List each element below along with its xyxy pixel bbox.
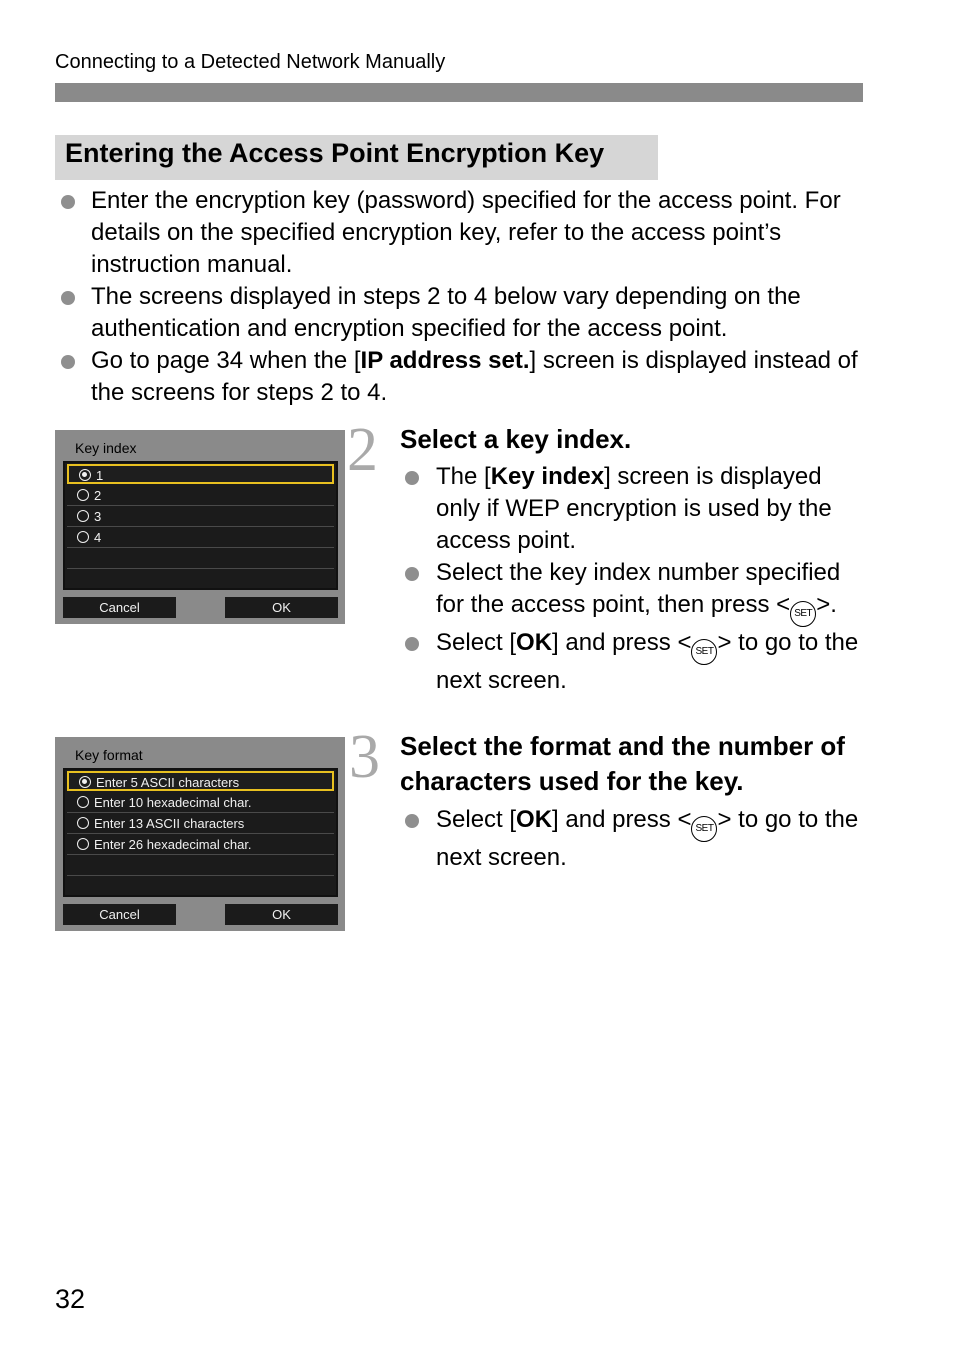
radio-icon xyxy=(77,796,89,808)
option-list xyxy=(63,768,338,897)
bullet-dot-icon xyxy=(61,291,75,305)
page-number: 32 xyxy=(55,1284,86,1314)
step-bullet: Select [OK] and press < SET > to go to the next screen. xyxy=(400,627,865,697)
option-list xyxy=(63,461,338,590)
section-title: Entering the Access Point Encryption Key xyxy=(55,135,658,180)
bullet-dot-icon xyxy=(405,814,419,828)
empty-row xyxy=(67,570,334,590)
running-header: Connecting to a Detected Network Manually xyxy=(55,51,446,73)
option-row[interactable]: 1 xyxy=(67,464,334,484)
radio-icon xyxy=(77,817,89,829)
screen-title: Key format xyxy=(75,747,143,763)
step-bullet: The [Key index] screen is displayed only if WEP encryption is used by the access point. xyxy=(400,461,865,557)
key-index-screen xyxy=(55,430,345,624)
option-row[interactable]: Enter 10 hexadecimal char. xyxy=(67,793,334,813)
bullet-dot-icon xyxy=(405,471,419,485)
bullet-dot-icon xyxy=(61,195,75,209)
step-number: 3 xyxy=(349,723,380,791)
set-button-icon: SET xyxy=(790,601,816,627)
step-number: 2 xyxy=(347,416,378,484)
radio-selected-icon xyxy=(79,776,91,788)
ok-button[interactable]: OK xyxy=(225,597,338,618)
set-button-icon: SET xyxy=(691,639,717,665)
radio-selected-icon xyxy=(79,469,91,481)
step-bullet-list xyxy=(400,461,865,697)
bullet-dot-icon xyxy=(405,567,419,581)
empty-row xyxy=(67,856,334,876)
bullet-dot-icon xyxy=(61,355,75,369)
bullet-dot-icon xyxy=(405,637,419,651)
header-bar xyxy=(55,83,863,102)
option-row[interactable]: Enter 26 hexadecimal char. xyxy=(67,835,334,855)
set-button-icon: SET xyxy=(691,816,717,842)
intro-bullet: Go to page 34 when the [IP address set.] screen is displayed instead of the screens for steps 2 to 4. xyxy=(55,345,865,409)
ok-button[interactable]: OK xyxy=(225,904,338,925)
key-format-screen xyxy=(55,737,345,931)
radio-icon xyxy=(77,531,89,543)
cancel-button[interactable]: Cancel xyxy=(63,904,176,925)
option-row[interactable]: 2 xyxy=(67,486,334,506)
cancel-button[interactable]: Cancel xyxy=(63,597,176,618)
option-row[interactable]: 3 xyxy=(67,507,334,527)
empty-row xyxy=(67,877,334,897)
radio-icon xyxy=(77,838,89,850)
option-row[interactable]: 4 xyxy=(67,528,334,548)
radio-icon xyxy=(77,489,89,501)
step-bullet: Select the key index number specified for the access point, then press < SET >. xyxy=(400,557,865,627)
intro-bullet: Enter the encryption key (password) specified for the access point. For details on the specified encryption key, refer to the access point’s instruction manual. xyxy=(55,185,865,281)
radio-icon xyxy=(77,510,89,522)
screen-title: Key index xyxy=(75,440,137,456)
step-bullet: Select [OK] and press < SET > to go to the next screen. xyxy=(400,804,865,874)
option-row[interactable]: Enter 5 ASCII characters xyxy=(67,771,334,791)
option-row[interactable]: Enter 13 ASCII characters xyxy=(67,814,334,834)
intro-bullet: The screens displayed in steps 2 to 4 below vary depending on the authentication and encryption specified for the access point. xyxy=(55,281,865,345)
step-bullet-list xyxy=(400,804,865,874)
empty-row xyxy=(67,549,334,569)
step-title: Select the format and the number of characters used for the key. xyxy=(400,731,845,796)
step-title: Select a key index. xyxy=(400,424,632,454)
intro-bullet-list xyxy=(55,185,865,409)
